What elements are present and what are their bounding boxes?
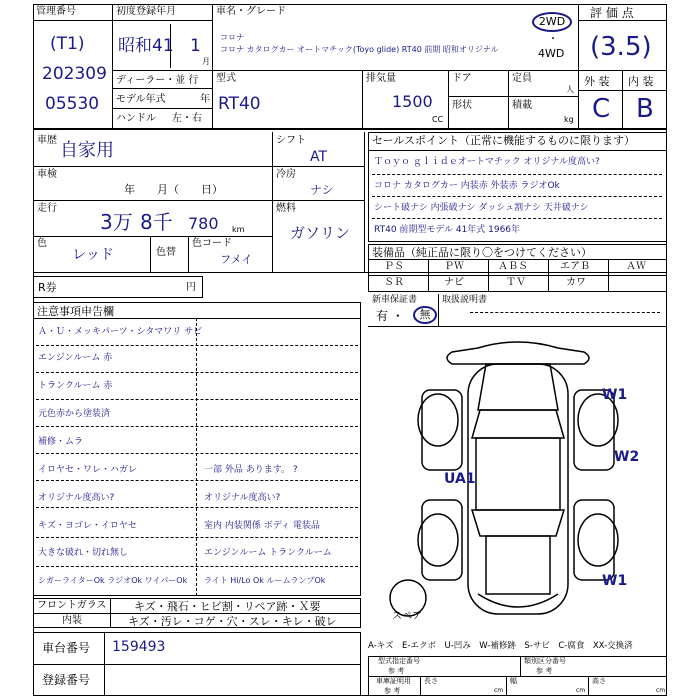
dealer-label: ディーラー・並 行 [116,75,199,86]
model-year-unit: 年 [200,94,210,105]
km-unit: km [232,225,245,234]
front-glass-val: キズ・飛石・ヒビ割・リペア跡・Ｘ要 [134,600,321,613]
shift-label: シフト [276,135,306,146]
color-label: 色 [37,238,47,249]
mgmt-line3: 05530 [45,94,100,114]
month-unit: 月 [202,57,210,66]
equip-tv: ＴＶ [506,277,526,288]
color-change-label: 色替 [156,247,176,258]
int-score: B [636,94,654,124]
model-label: 型式 [216,73,236,84]
eval-label: 評 価 点 [590,6,634,20]
warranty-val: 有 ・ [376,309,404,323]
drive-dot: ・ [548,34,558,45]
handle-val: 左・右 [172,113,202,124]
chassis-val: 159493 [112,639,166,655]
car-name: コロナ [220,33,244,42]
sales-point-1: Ｔｏｙｏ ｇｌｉｄｅオートマチック オリジナル度高い? [374,157,600,167]
note-right-10: ライト Hi/Lo Ok ルームランプOk [204,576,326,585]
spare-label: スペア [392,611,422,622]
sales-point-2: コロナ カタログカー 内装赤 外装赤 ラジオOk [374,181,560,191]
equip-abs: ＡＢＳ [498,261,528,272]
history-label: 車歴 [37,135,57,146]
first-reg-era: 昭和41 [118,36,174,56]
kg-unit: kg [564,115,574,124]
note-left-7: オリジナル度高い? [38,493,115,503]
height-label: 高さ [592,677,606,685]
yen-unit: 円 [186,282,196,293]
history-val: 自家用 [60,140,114,161]
door-label: ドア [452,73,472,84]
class-num-ref: 参 考 [536,667,553,675]
note-left-3: トランクルーム 赤 [38,381,113,391]
note-left-10: シガーライターOk ラジオOk ワイパーOk [38,576,188,585]
mgmt-line1: (T1) [50,34,85,54]
mileage-man: 3万 [100,210,133,234]
model-cert-label: 型式指定番号 [378,657,420,665]
note-left-1: Ａ・Ｕ・メッキパーツ・シタマワリ サビ [38,327,203,337]
cert-no-label: 車庫証明用 [376,677,411,685]
damage-w1-bot: W1 [602,573,628,589]
name-grade-label: 車名・グレード [216,6,286,17]
note-right-8: 室内 内装関係 ボディ 電装品 [204,521,320,531]
model-year-label: モデル年式 [116,94,166,105]
sales-point-3: シート破ナシ 内張破ナシ ダッシュ割ナシ 天井破ナシ [374,203,589,213]
first-reg-label: 初度登録年月 [116,6,176,17]
mileage-sen: 8千 [140,210,173,234]
drive-4wd: 4WD [538,47,565,60]
drive-2wd: 2WD [532,12,572,32]
capacity-unit: 人 [566,85,574,94]
displacement-label: 排気量 [366,73,396,84]
equip-leather: カワ [566,277,586,288]
color-code-label: 色コード [192,238,232,249]
height-unit: cm [656,687,666,694]
damage-w2: W2 [614,449,640,465]
equip-navi: ナビ [444,277,464,288]
int-label: 内 装 [628,75,654,88]
color-val: レッド [72,247,114,263]
r-ticket-label: R券 [38,281,57,294]
chassis-label: 車台番号 [42,641,91,655]
width-unit: cm [576,687,586,694]
front-glass-label: フロントガラス [37,600,107,611]
overall-score: (3.5) [590,32,652,62]
note-left-9: 大きな破れ・切れ無し [38,548,129,558]
warranty-none: 無 [413,306,437,324]
reg-num-label: 登録番号 [42,673,91,687]
inspect-label: 車検 [37,169,57,180]
equip-airbag: エアＢ [560,261,590,272]
mileage-label: 走行 [37,203,57,214]
note-left-5: 補修・ムラ [38,437,84,447]
r-ticket-box [33,276,203,298]
capacity-label: 定員 [512,73,532,84]
note-right-7: オリジナル度高い? [204,493,281,503]
first-reg-month: 1 [190,36,201,56]
model-cert-ref: 参 考 [388,667,405,675]
warranty-label: 新車保証書 [372,295,418,305]
cc-unit: CC [432,115,444,124]
notes-label: 注意事項申告欄 [37,305,114,318]
interior-val: キズ・汚レ・コゲ・穴・スレ・キレ・破レ [128,615,337,628]
displacement-val: 1500 [392,92,433,111]
fuel-label: 燃料 [276,203,296,214]
equip-pw: ＰＷ [444,261,464,272]
sales-label: セールスポイント（正常に機能するものに限ります） [372,134,636,147]
inspect-format: 年 月（ 日） [124,183,223,196]
interior-label: 内装 [62,615,82,626]
mgmt-line2: 202309 [42,64,107,84]
sales-point-4: RT40 前期型モデル 41年式 1966年 [374,225,521,235]
equipment-label: 装備品（純正品に限り〇をつけてください） [372,246,592,259]
legend: A-キズ E-エクボ U-凹み W-補修跡 S-サビ C-腐食 XX-交換済 [368,641,633,651]
equip-aw: ＡＷ [626,261,646,272]
length-unit: cm [494,687,504,694]
class-num-label: 類別区分番号 [524,657,566,665]
damage-w1-top: W1 [602,387,628,403]
fuel-val: ガソリン [290,224,351,242]
width-label: 幅 [510,677,517,685]
equip-sr: ＳＲ [384,277,404,288]
note-left-8: キズ・ヨゴレ・イロヤセ [38,521,137,531]
ac-label: 冷房 [276,169,296,180]
shift-val: AT [310,149,328,165]
note-left-6: イロヤセ・ワレ・ハガレ [38,465,138,475]
color-code-val: フメイ [220,253,253,266]
ext-score: C [592,94,611,124]
shape-label: 形状 [452,100,472,111]
load-label: 積載 [512,100,532,111]
handle-label: ハンドル [116,113,156,124]
ac-val: ナシ [310,183,334,197]
mgmt-label: 管理番号 [36,6,76,17]
damage-ua1: UA1 [444,471,476,487]
mileage-rest: 780 [188,214,219,233]
note-right-9: エンジンルーム トランクルーム [204,548,332,558]
ext-label: 外 装 [584,75,610,88]
note-right-6: 一部 外品 あります。 ? [204,465,298,475]
model-val: RT40 [218,94,261,114]
cert-no-ref: 参 考 [384,687,401,695]
note-left-4: 元色赤から塗装済 [38,409,111,419]
manual-label: 取扱説明書 [442,295,488,305]
note-left-2: エンジンルーム 赤 [38,353,113,363]
car-grade: コロナ カタログカー オートマチック(Toyo glide) RT40 前期 昭和オリジナル [220,45,499,54]
equip-ps: ＰＳ [384,261,404,272]
length-label: 長さ [424,677,438,685]
